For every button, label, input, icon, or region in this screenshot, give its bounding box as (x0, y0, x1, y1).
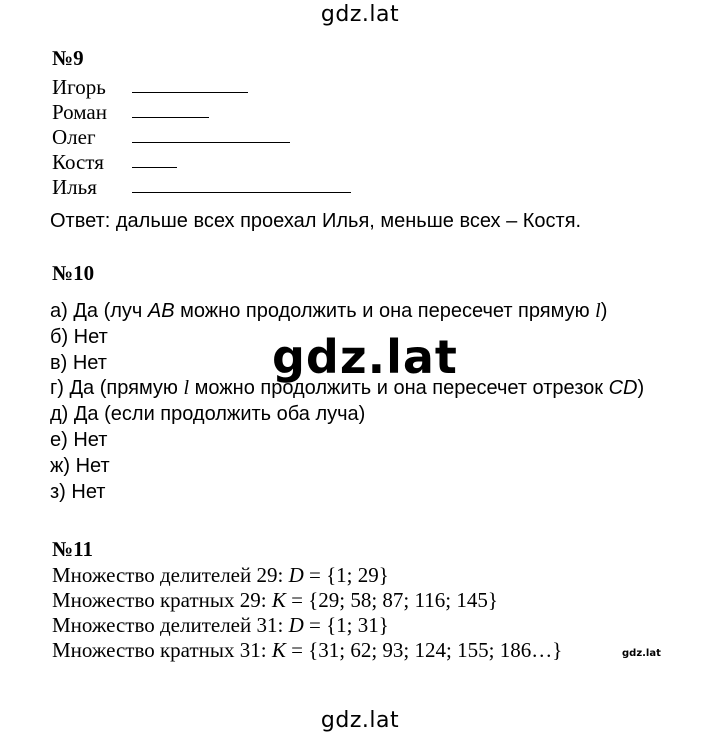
task11-line4-post: = {31; 62; 93; 124; 155; 186…} (285, 638, 563, 662)
segment-ilya (132, 192, 351, 193)
task10-a-end: ) (600, 300, 608, 322)
task11-line-2 (52, 588, 498, 613)
task10-a-ab: AB (147, 300, 175, 322)
task11-line2-pre: Множество кратных 29: (52, 588, 272, 612)
watermark-top: gdz.lat (320, 2, 400, 27)
watermark-small: gdz.lat (622, 648, 661, 659)
segment-kostya (132, 167, 177, 168)
watermark-center: gdz.lat (272, 330, 458, 384)
task9-name-igor: Игорь (52, 75, 106, 99)
task11-line3-pre: Множество делителей 31: (52, 613, 289, 637)
task9-heading: №9 (52, 46, 84, 70)
task10-item-d: д) Да (если продолжить оба луча) (50, 403, 366, 425)
task11-line2-post: = {29; 58; 87; 116; 145} (285, 588, 498, 612)
segment-oleg (132, 142, 290, 143)
watermark-bottom: gdz.lat (320, 708, 400, 733)
task10-item-e: е) Нет (50, 429, 108, 451)
task10-heading: №10 (52, 261, 95, 285)
task10-g-post: можно продолжить и она пересечет отрезок (189, 377, 609, 399)
task10-item-g (50, 377, 644, 400)
task11-line1-post: = {1; 29} (303, 563, 389, 587)
task11-line4-pre: Множество кратных 31: (52, 638, 272, 662)
task10-item-z: з) Нет (50, 481, 106, 503)
segment-roman (132, 117, 209, 118)
task10-item-a (50, 300, 607, 323)
task11-line-3 (52, 613, 389, 638)
task11-line3-post: = {1; 31} (303, 613, 389, 637)
task9-answer: Ответ: дальше всех проехал Илья, меньше всех – Костя. (50, 210, 582, 232)
task11-line2-sym: K (271, 588, 286, 612)
task10-a-l: l (595, 300, 601, 322)
task11-line1-pre: Множество делителей 29: (52, 563, 289, 587)
task10-g-cd: CD (608, 377, 638, 399)
task10-a-pre: а) Да (луч (50, 300, 148, 322)
task11-line4-sym: K (271, 638, 286, 662)
task9-name-roman: Роман (52, 100, 107, 124)
task10-g-end: ) (637, 377, 645, 399)
task11-heading: №11 (52, 537, 93, 561)
task10-g-pre: г) Да (прямую (50, 377, 184, 399)
task11-line-4 (52, 638, 562, 663)
task11-line-1 (52, 563, 389, 588)
segment-igor (132, 92, 248, 93)
task10-a-post: можно продолжить и она пересечет прямую (174, 300, 596, 322)
task11-line1-sym: D (288, 563, 304, 587)
task9-name-oleg: Олег (52, 125, 96, 149)
task11-line3-sym: D (288, 613, 304, 637)
task10-item-v: в) Нет (50, 352, 107, 374)
task10-g-l: l (183, 377, 190, 399)
task9-name-ilya: Илья (52, 175, 97, 199)
task10-item-zh: ж) Нет (50, 455, 110, 477)
task9-name-kostya: Костя (52, 150, 104, 174)
task10-item-b: б) Нет (50, 326, 108, 348)
